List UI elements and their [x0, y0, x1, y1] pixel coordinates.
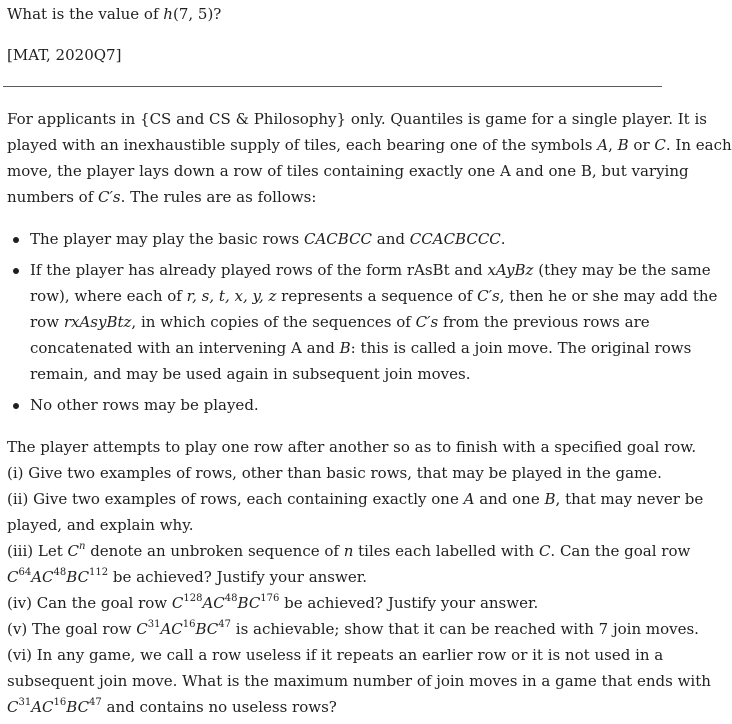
rule-2-line-4: concatenated with an intervening A and B: this is called a join move. The original rows — [30, 339, 692, 357]
divider — [3, 86, 662, 87]
part-ii-line-1: (ii) Give two examples of rows, each containing exactly one A and one B, that may never be — [7, 490, 704, 508]
part-vi-line-2: subsequent join move. What is the maximum number of join moves in a game that ends with — [7, 672, 711, 690]
part-iv: (iv) Can the goal row $C^{128}AC^{48}BC^{176}$ be achieved? Justify your answer. — [7, 593, 539, 612]
intro-line-4: numbers of C′s. The rules are as follows: — [7, 188, 317, 206]
intro-line-3: move, the player lays down a row of tiles containing exactly one A and one B, but varying — [7, 162, 689, 180]
part-vi-line-1: (vi) In any game, we call a row useless if it repeats an earlier row or it is not used in a — [7, 646, 664, 664]
rule-3: No other rows may be played. — [30, 396, 259, 414]
intro-line-2: played with an inexhaustible supply of tiles, each bearing one of the symbols A, B or C. In each — [7, 136, 732, 154]
bullet-icon — [13, 237, 19, 243]
parts-intro: The player attempts to play one row after another so as to finish with a specified goal row. — [7, 438, 697, 456]
question-title: What is the value of h(7, 5)? — [7, 5, 222, 23]
rule-1: The player may play the basic rows CACBCC and CCACBCCC. — [30, 230, 506, 248]
part-iii-line-1: (iii) Let $C^n$ denote an unbroken sequence of n tiles each labelled with C. Can the goal row — [7, 541, 691, 560]
question-source: [MAT, 2020Q7] — [7, 46, 122, 64]
rule-2-line-1: If the player has already played rows of the form rAsBt and xAyBz (they may be the same — [30, 261, 711, 279]
part-vi-line-3: $C^{31}AC^{16}BC^{47}$ and contains no useless rows? — [7, 697, 337, 716]
part-v: (v) The goal row $C^{31}AC^{16}BC^{47}$ is achievable; show that it can be reached with 7 join moves. — [7, 619, 699, 638]
part-iii-line-2: $C^{64}AC^{48}BC^{112}$ be achieved? Justify your answer. — [7, 567, 368, 586]
rule-2-line-2: row), where each of r, s, t, x, y, z represents a sequence of C′s, then he or she may add the — [30, 287, 718, 305]
rule-2-line-3: row rxAsyBtz, in which copies of the sequences of C′s from the previous rows are — [30, 313, 650, 331]
part-i: (i) Give two examples of rows, other than basic rows, that may be played in the game. — [7, 464, 662, 482]
bullet-icon — [13, 268, 19, 274]
intro-line-1: For applicants in {CS and CS & Philosophy} only. Quantiles is game for a single player. It is — [7, 110, 707, 128]
part-ii-line-2: played, and explain why. — [7, 516, 194, 534]
rule-2-line-5: remain, and may be used again in subsequent join moves. — [30, 365, 471, 383]
bullet-icon — [13, 403, 19, 409]
